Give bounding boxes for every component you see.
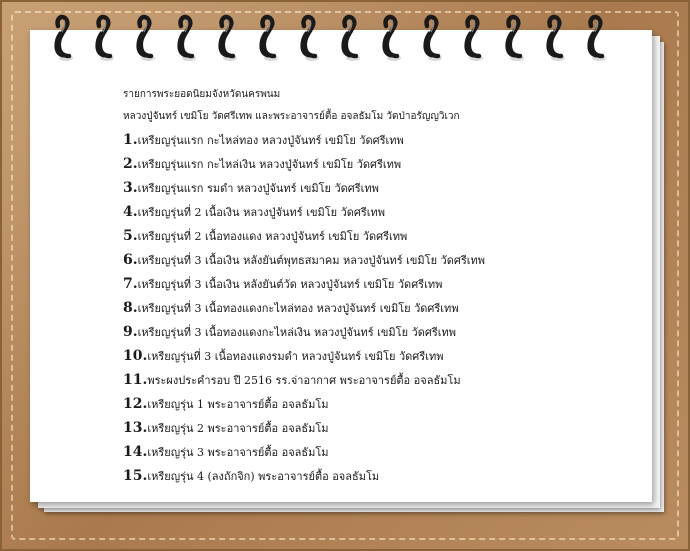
binding-ring-icon — [95, 14, 117, 64]
list-item — [123, 152, 643, 176]
list-item-number: 7. — [123, 276, 138, 292]
spiral-binding — [54, 14, 654, 66]
list-item — [123, 416, 643, 440]
list-item-number: 1. — [123, 132, 138, 148]
list-item-number: 4. — [123, 204, 138, 220]
list-item — [123, 368, 643, 392]
binding-ring-icon — [505, 14, 527, 64]
list-item-text: เหรียญรุ่นที่ 3 เนื้อทองแดงกะไหล่เงิน หลวงปู่จันทร์ เขมิโย วัดศรีเทพ — [137, 326, 456, 339]
list-item-number: 3. — [123, 180, 138, 196]
list-item-text: เหรียญรุ่นแรก กะไหล่ทอง หลวงปู่จันทร์ เขมิโย วัดศรีเทพ — [137, 134, 404, 147]
binding-ring-icon — [587, 14, 609, 64]
list-item-text: เหรียญรุ่นที่ 3 เนื้อทองแดงรมดำ หลวงปู่จันทร์ เขมิโย วัดศรีเทพ — [147, 350, 444, 363]
document-body — [123, 84, 643, 488]
list-item-number: 10. — [123, 348, 148, 364]
list-item-number: 9. — [123, 324, 138, 340]
list-item — [123, 200, 643, 224]
list-item-number: 5. — [123, 228, 138, 244]
list-item — [123, 272, 643, 296]
list-item-text: เหรียญรุ่น 1 พระอาจารย์ตื้อ อจลธัมโม — [147, 398, 329, 411]
list-item-text: เหรียญรุ่นที่ 3 เนื้อเงิน หลังยันต์พุทธสมาคม หลวงปู่จันทร์ เขมิโย วัดศรีเทพ — [137, 254, 485, 267]
list-item — [123, 128, 643, 152]
list-item — [123, 248, 643, 272]
list-item — [123, 224, 643, 248]
list-item — [123, 464, 643, 488]
binding-ring-icon — [546, 14, 568, 64]
binding-ring-icon — [300, 14, 322, 64]
amulet-list — [123, 128, 643, 488]
list-item — [123, 320, 643, 344]
list-item-text: เหรียญรุ่นที่ 2 เนื้อเงิน หลวงปู่จันทร์ เขมิโย วัดศรีเทพ — [137, 206, 386, 219]
list-item-number: 2. — [123, 156, 138, 172]
list-item — [123, 296, 643, 320]
binding-ring-icon — [423, 14, 445, 64]
list-item-number: 15. — [123, 468, 148, 484]
list-subheading: หลวงปู่จันทร์ เขมิโย วัดศรีเทพ และพระอาจารย์ตื้อ อจลธัมโม วัดป่าอรัญญวิเวก — [123, 111, 460, 122]
binding-ring-icon — [464, 14, 486, 64]
list-item — [123, 392, 643, 416]
list-item-number: 6. — [123, 252, 138, 268]
binding-ring-icon — [177, 14, 199, 64]
list-item-text: เหรียญรุ่น 4 (ลงถักจิก) พระอาจารย์ตื้อ อจลธัมโม — [147, 470, 380, 483]
list-item-text: เหรียญรุ่นแรก รมดำ หลวงปู่จันทร์ เขมิโย วัดศรีเทพ — [137, 182, 379, 195]
list-item-number: 8. — [123, 300, 138, 316]
list-item-text: เหรียญรุ่นที่ 3 เนื้อเงิน หลังยันต์วัด หลวงปู่จันทร์ เขมิโย วัดศรีเทพ — [137, 278, 443, 291]
list-item — [123, 344, 643, 368]
list-item-number: 12. — [123, 396, 148, 412]
binding-ring-icon — [54, 14, 76, 64]
binding-ring-icon — [218, 14, 240, 64]
list-item-text: เหรียญรุ่น 2 พระอาจารย์ตื้อ อจลธัมโม — [147, 422, 329, 435]
binding-ring-icon — [259, 14, 281, 64]
list-item — [123, 440, 643, 464]
list-item-text: เหรียญรุ่น 3 พระอาจารย์ตื้อ อจลธัมโม — [147, 446, 329, 459]
list-item-text: เหรียญรุ่นที่ 2 เนื้อทองแดง หลวงปู่จันทร์ เขมิโย วัดศรีเทพ — [137, 230, 408, 243]
list-item-text: พระผงประคำรอบ ปี 2516 รร.จ่าอากาศ พระอาจารย์ตื้อ อจลธัมโม — [147, 374, 461, 387]
binding-ring-icon — [341, 14, 363, 64]
list-item-number: 14. — [123, 444, 148, 460]
binding-ring-icon — [382, 14, 404, 64]
list-item — [123, 176, 643, 200]
list-item-number: 11. — [123, 372, 148, 388]
list-heading: รายการพระยอดนิยมจังหวัดนครพนม — [123, 89, 281, 100]
binding-ring-icon — [136, 14, 158, 64]
list-item-text: เหรียญรุ่นแรก กะไหล่เงิน หลวงปู่จันทร์ เขมิโย วัดศรีเทพ — [137, 158, 402, 171]
list-item-text: เหรียญรุ่นที่ 3 เนื้อทองแดงกะไหล่ทอง หลวงปู่จันทร์ เขมิโย วัดศรีเทพ — [137, 302, 459, 315]
list-item-number: 13. — [123, 420, 148, 436]
